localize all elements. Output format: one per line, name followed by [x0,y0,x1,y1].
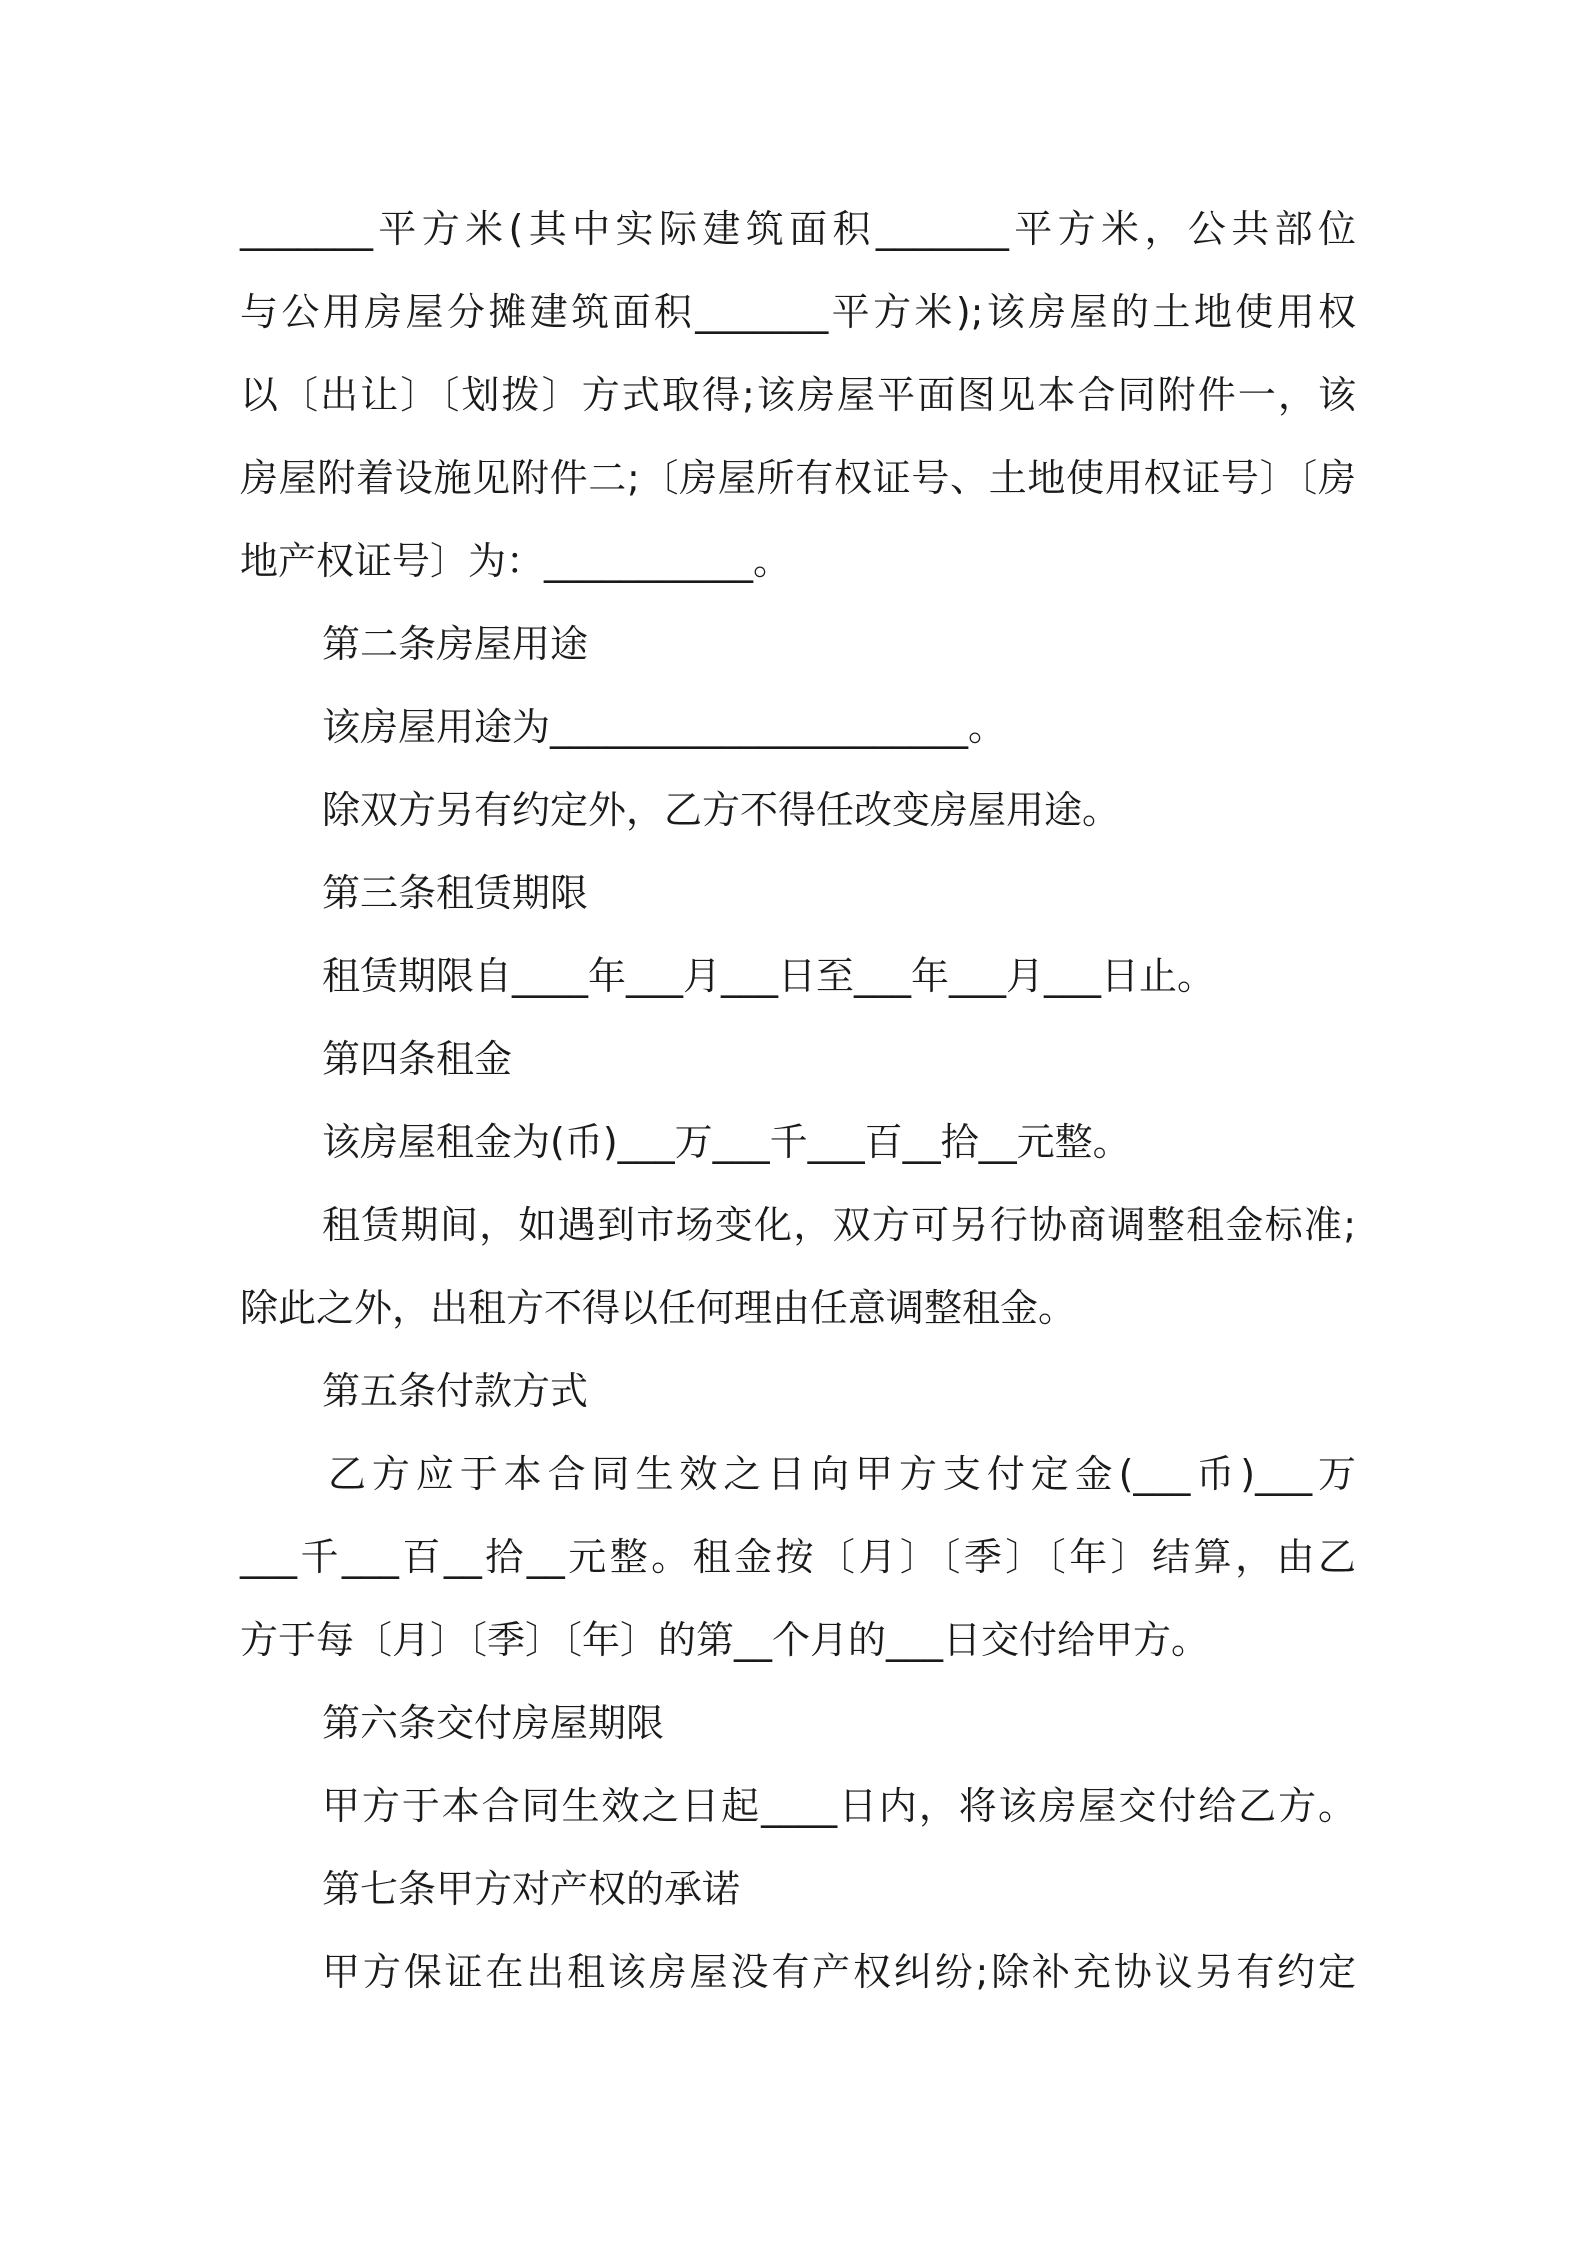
section-heading: 第六条交付房屋期限 [322,1701,665,1745]
text-line: 该房屋用途为______________________。 [322,705,1007,749]
text-line: 租赁期间，如遇到市场变化，双方可另行协商调整租金标准; [322,1203,1356,1247]
text-line: 租赁期限自____年___月___日至___年___月___日止。 [322,954,1216,998]
text-line: 该房屋租金为(币)___万___千___百__拾__元整。 [322,1120,1131,1164]
text-line: 除双方另有约定外，乙方不得任改变房屋用途。 [322,788,1121,832]
text-line: 除此之外，出租方不得以任何理由任意调整租金。 [240,1286,1077,1330]
text-line: _______平方米(其中实际建筑面积_______平方米，公共部位 [240,207,1356,251]
text-line: 房屋附着设施见附件二;〔房屋所有权证号、土地使用权证号〕〔房 [240,456,1356,500]
section-heading: 第四条租金 [322,1037,513,1081]
text-line: 与公用房屋分摊建筑面积_______平方米);该房屋的土地使用权 [240,290,1356,334]
text-line: 甲方保证在出租该房屋没有产权纠纷;除补充协议另有约定 [322,1950,1356,1994]
text-line: ___千___百__拾__元整。租金按〔月〕〔季〕〔年〕结算，由乙 [240,1535,1356,1579]
text-line: 甲方于本合同生效之日起____日内，将该房屋交付给乙方。 [322,1784,1356,1828]
text-line: 以〔出让〕〔划拨〕方式取得;该房屋平面图见本合同附件一，该 [240,373,1356,417]
text-line: 地产权证号〕为：___________。 [240,539,792,583]
section-heading: 第三条租赁期限 [322,871,589,915]
section-heading: 第五条付款方式 [322,1369,589,1413]
section-heading: 第二条房屋用途 [322,622,589,666]
text-line: 乙方应于本合同生效之日向甲方支付定金(___币)___万 [328,1452,1356,1496]
text-line: 方于每〔月〕〔季〕〔年〕的第__个月的___日交付给甲方。 [240,1618,1210,1662]
section-heading: 第七条甲方对产权的承诺 [322,1867,741,1911]
